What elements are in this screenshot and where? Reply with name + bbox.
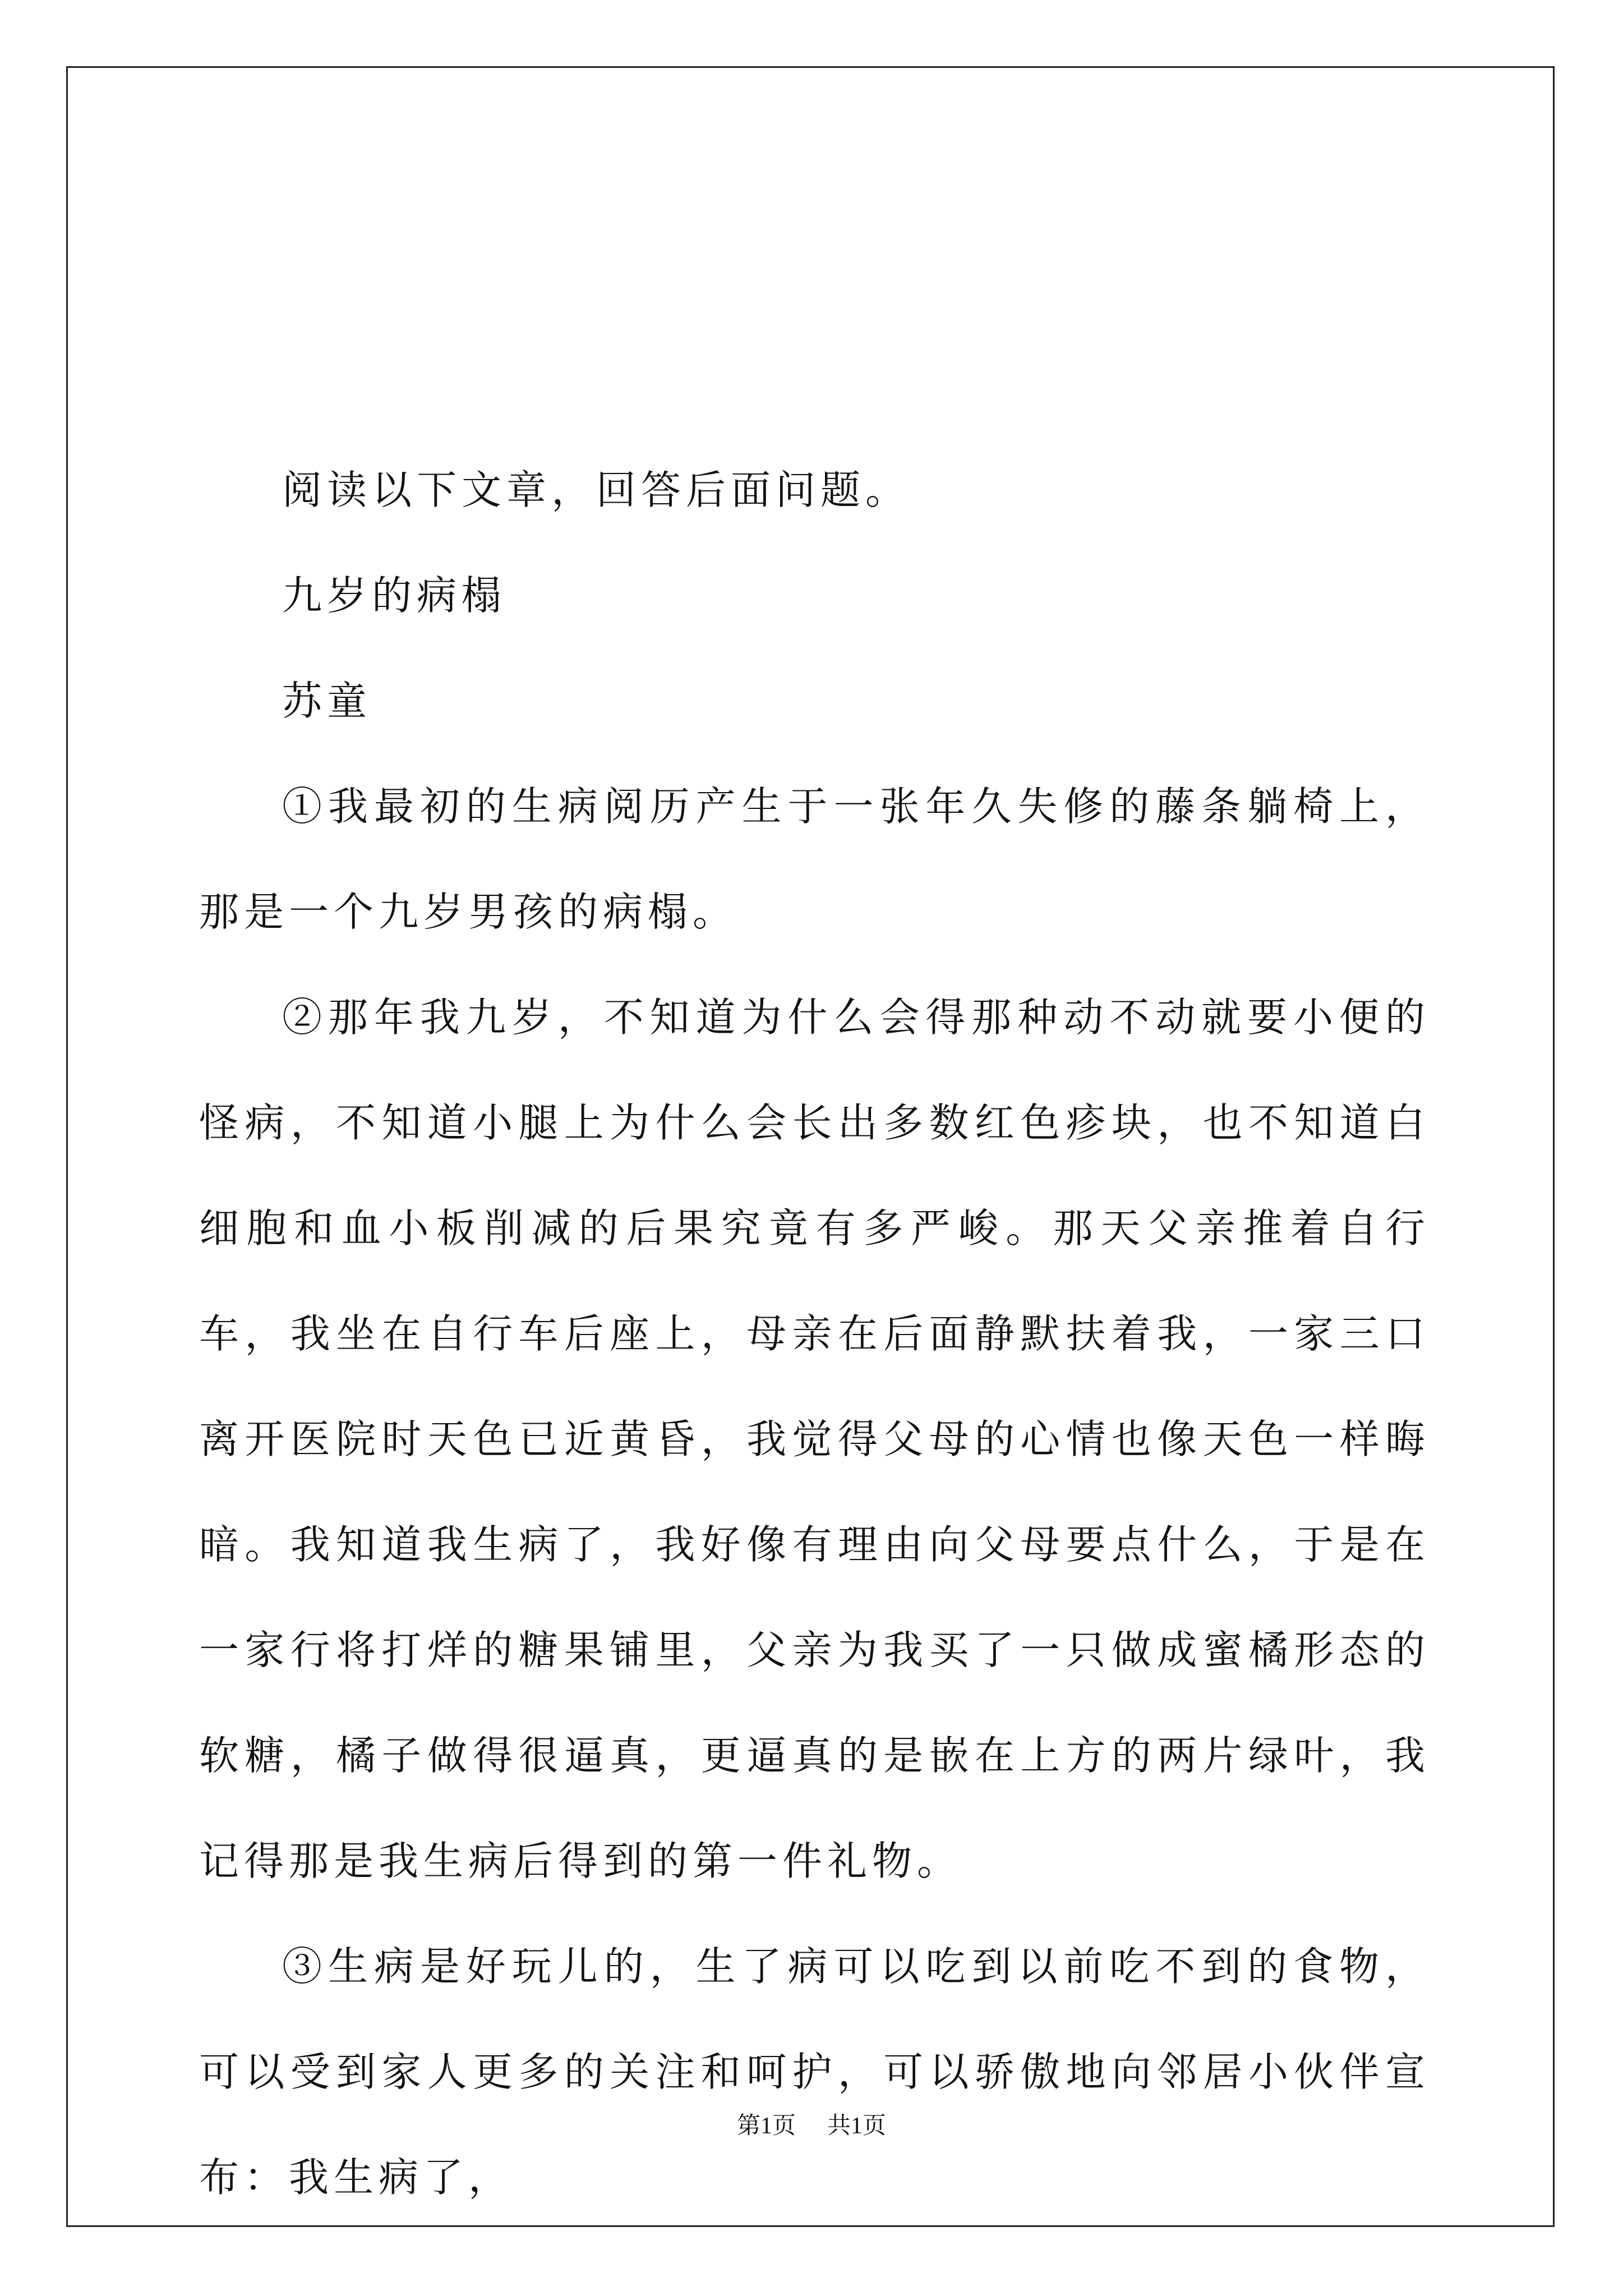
page-footer <box>0 2109 1623 2143</box>
article-title: 九岁的病榻 <box>282 572 507 619</box>
page-number: 第1页 <box>736 2113 796 2139</box>
article-author: 苏童 <box>282 678 372 724</box>
document-body <box>199 438 1430 2230</box>
paragraph-1: ①我最初的生病阅历产生于一张年久失修的藤条躺椅上，那是一个九岁男孩的病榻。 <box>199 783 1430 935</box>
page-total: 共1页 <box>827 2113 887 2139</box>
paragraph-3: ③生病是好玩儿的，生了病可以吃到以前吃不到的食物，可以受到家人更多的关注和呵护，可以骄傲地向邻居小伙伴宣布：我生病了， <box>199 1943 1430 2201</box>
paragraph-2: ②那年我九岁，不知道为什么会得那种动不动就要小便的怪病，不知道小腿上为什么会长出多数红色疹块，也不知道白细胞和血小板削减的后果究竟有多严峻。那天父亲推着自行车，我坐在自行车后座上，母亲在后面静默扶着我，一家三口离开医院时天色已近黄昏，我觉得父母的心情也像天色一样晦暗。我知道我生病了，我好像有理由向父母要点什么，于是在一家行将打烊的糖果铺里，父亲为我买了一只做成蜜橘形态的软糖，橘子做得很逼真，更逼真的是嵌在上方的两片绿叶，我记得那是我生病后得到的第一件礼物。 <box>199 994 1430 1884</box>
intro-line: 阅读以下文章，回答后面问题。 <box>282 467 911 513</box>
